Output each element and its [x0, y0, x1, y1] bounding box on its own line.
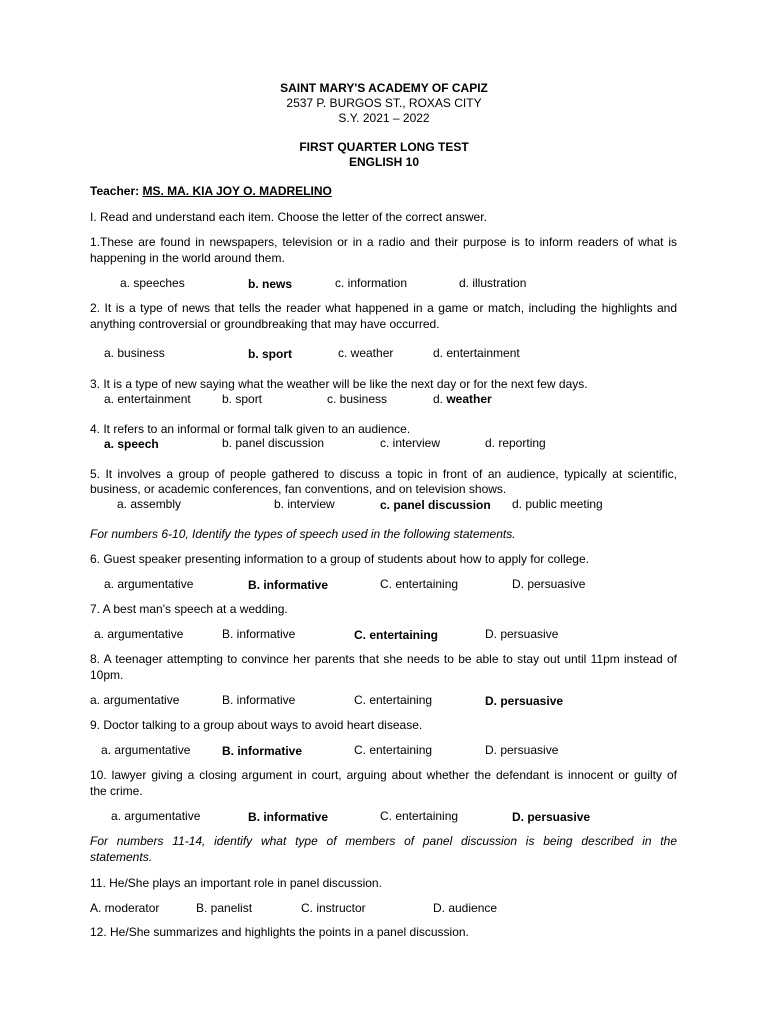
q5-choice-d: d. public meeting	[512, 497, 603, 511]
q9-choice-b: B. informative	[222, 744, 303, 758]
q10-choice-d: D. persuasive	[512, 810, 591, 824]
school-name: SAINT MARY'S ACADEMY OF CAPIZ	[280, 81, 488, 95]
question-5-line-2: business, or academic conferences, fan conventions, and on television shows.	[90, 482, 507, 496]
q2-choice-a: a. business	[104, 346, 165, 360]
question-1-line-1: 1.These are found in newspapers, television or in a radio and their purpose is to inform readers of what is	[90, 235, 677, 249]
q10-choice-a: a. argumentative	[111, 809, 201, 823]
q4-choice-b: b. panel discussion	[222, 436, 325, 450]
subject-title: ENGLISH 10	[348, 155, 420, 169]
teacher-name: MS. MA. KIA JOY O. MADRELINO	[142, 184, 332, 198]
q6-choice-c: C. entertaining	[380, 577, 459, 591]
q4-choice-d: d. reporting	[485, 436, 546, 450]
instruction-part3-line-2: statements.	[90, 850, 153, 864]
q3-choice-d	[433, 392, 492, 406]
q8-choice-c: C. entertaining	[354, 693, 433, 707]
question-9-line-1: 9. Doctor talking to a group about ways to avoid heart disease.	[90, 718, 423, 732]
q11-choice-a: A. moderator	[90, 901, 160, 915]
q6-choice-a: a. argumentative	[104, 577, 194, 591]
q5-choice-c: c. panel discussion	[380, 498, 491, 512]
q9-choice-c: C. entertaining	[354, 743, 433, 757]
question-2-line-1: 2. It is a type of news that tells the reader what happened in a game or match, including the highlights and	[90, 301, 677, 315]
question-12-line-1: 12. He/She summarizes and highlights the points in a panel discussion.	[90, 925, 469, 939]
question-1-line-2: happening in the world around them.	[90, 251, 285, 265]
q4-choice-c: c. interview	[380, 436, 441, 450]
q6-choice-d: D. persuasive	[512, 577, 586, 591]
question-10-line-2: the crime.	[90, 784, 143, 798]
q2-choice-b: b. sport	[248, 347, 292, 361]
question-8-line-2: 10pm.	[90, 668, 124, 682]
q8-choice-b: B. informative	[222, 693, 296, 707]
q11-choice-c: C. instructor	[301, 901, 366, 915]
q11-choice-b: B. panelist	[196, 901, 253, 915]
q3-choice-d-letter: d.	[433, 392, 447, 406]
q8-choice-a: a. argumentative	[90, 693, 180, 707]
q7-choice-a: a. argumentative	[94, 627, 184, 641]
question-3-line-1: 3. It is a type of new saying what the weather will be like the next day or for the next few days.	[90, 377, 588, 391]
q6-choice-b: B. informative	[248, 578, 329, 592]
q11-choice-d: D. audience	[433, 901, 498, 915]
question-8-line-1: 8. A teenager attempting to convince her parents that she needs to be able to stay out until 11pm instead of	[90, 652, 677, 666]
q4-choice-a: a. speech	[104, 437, 159, 451]
question-4-line-1: 4. It refers to an informal or formal talk given to an audience.	[90, 422, 411, 436]
q8-choice-d: D. persuasive	[485, 694, 564, 708]
q1-choice-d: d. illustration	[459, 276, 527, 290]
test-title: FIRST QUARTER LONG TEST	[299, 140, 469, 154]
q7-choice-d: D. persuasive	[485, 627, 559, 641]
q1-choice-b: b. news	[248, 277, 293, 291]
q3-choice-d-answer: weather	[446, 392, 492, 406]
teacher-label: Teacher:	[90, 184, 143, 198]
question-5-line-1: 5. It involves a group of people gathered to discuss a topic in front of an audience, typically at scientific,	[90, 467, 677, 481]
q1-choice-a: a. speeches	[120, 276, 185, 290]
q7-choice-c: C. entertaining	[354, 628, 439, 642]
q1-choice-c: c. information	[335, 276, 408, 290]
q3-choice-c: c. business	[327, 392, 388, 406]
q10-choice-c: C. entertaining	[380, 809, 459, 823]
q10-choice-b: B. informative	[248, 810, 329, 824]
q5-choice-b: b. interview	[274, 497, 335, 511]
q2-choice-d: d. entertainment	[433, 346, 520, 360]
q5-choice-a: a. assembly	[117, 497, 182, 511]
instruction-part2: For numbers 6-10, Identify the types of speech used in the following statements.	[90, 527, 516, 541]
instruction-part3-line-1: For numbers 11-14, identify what type of members of panel discussion is being described in the	[90, 834, 677, 848]
q3-choice-b: b. sport	[222, 392, 263, 406]
question-6-line-1: 6. Guest speaker presenting information to a group of students about how to apply for college.	[90, 552, 589, 566]
q3-choice-a: a. entertainment	[104, 392, 191, 406]
instruction-part1: I. Read and understand each item. Choose the letter of the correct answer.	[90, 210, 487, 224]
question-7-line-1: 7. A best man's speech at a wedding.	[90, 602, 288, 616]
teacher-line	[90, 184, 332, 198]
question-2-line-2: anything controversial or groundbreaking that may have occurred.	[90, 317, 440, 331]
question-10-line-1: 10. lawyer giving a closing argument in court, arguing about whether the defendant is innocent or guilty of	[90, 768, 677, 782]
question-11-line-1: 11. He/She plays an important role in panel discussion.	[90, 876, 382, 890]
school-year: S.Y. 2021 – 2022	[338, 111, 430, 125]
q2-choice-c: c. weather	[338, 346, 394, 360]
q7-choice-b: B. informative	[222, 627, 296, 641]
q9-choice-d: D. persuasive	[485, 743, 559, 757]
q9-choice-a: a. argumentative	[101, 743, 191, 757]
school-address: 2537 P. BURGOS ST., ROXAS CITY	[286, 96, 482, 110]
